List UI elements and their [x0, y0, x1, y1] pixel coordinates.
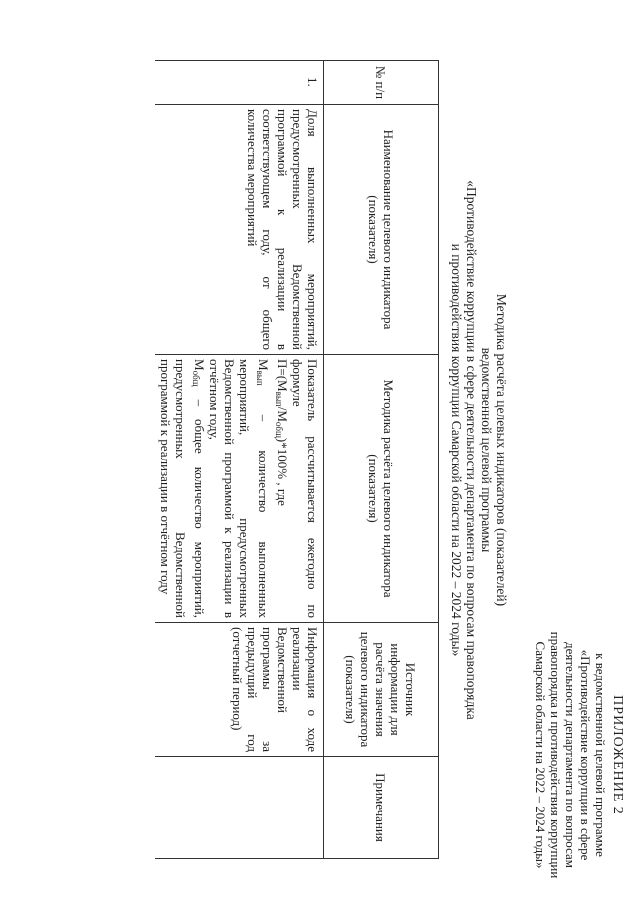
cell-method	[155, 355, 324, 623]
cell-note	[155, 757, 324, 859]
appendix-line: Самарской области на 2022 – 2024 годы»	[533, 641, 548, 869]
appendix-line: правопорядка и противодействия коррупции	[548, 631, 563, 879]
method-m-vyp: $М_{вып}$ – количество выполненных мероприятий, предусмотренных Ведомственной программой к реализации в отчётном году,	[207, 359, 271, 618]
method-m-obsh: $М_{общ}$ – общее количество мероприятий, предусмотренных Ведомственной программой к реализации в отчётном году	[158, 359, 207, 618]
header-name: Наименование целевого индикатора (показателя)	[324, 105, 439, 355]
appendix-line: деятельности департамента по вопросам	[563, 642, 578, 868]
method-formula: $П=(М_{вып}/М_{общ})*100\%$ , где	[274, 359, 290, 506]
title-line: и противодействия коррупции Самарской области на 2022 – 2024 годы»	[449, 243, 464, 657]
title-line: Методика расчёта целевых индикаторов (показателей)	[494, 293, 509, 607]
appendix-heading: ПРИЛОЖЕНИЕ 2	[610, 695, 625, 815]
appendix-line: к ведомственной целевой программе	[593, 653, 608, 857]
header-source: Источник информации для расчёта значения целевого индикатора (показателя)	[324, 623, 439, 757]
cell-name: Доля выполненных мероприятий, предусмотренных Ведомственной программой к реализации в соответствующем году, от общего количества мероприятий	[155, 105, 324, 355]
method-text: Показатель рассчитывается ежегодно по формуле	[290, 359, 320, 618]
cell-num: 1.	[155, 61, 324, 105]
title-line: ведомственной целевой программы	[479, 347, 494, 553]
document-title	[449, 60, 509, 840]
header-method: Методика расчёта целевого индикатора (показателя)	[324, 355, 439, 623]
table-header-row	[324, 61, 439, 859]
appendix-line: «Противодействие коррупции в сфере	[578, 649, 593, 861]
table-row	[155, 61, 324, 859]
title-line: «Противодействие коррупции в сфере деятельности департамента по вопросам правопорядка	[464, 180, 479, 720]
header-note: Примечания	[324, 757, 439, 859]
indicators-table	[155, 60, 439, 859]
header-num: № п/п	[324, 61, 439, 105]
cell-source: Информация о ходе реализации Ведомственной программы за предыдущий год (отчетный период)	[155, 623, 324, 757]
appendix-block	[533, 630, 625, 880]
